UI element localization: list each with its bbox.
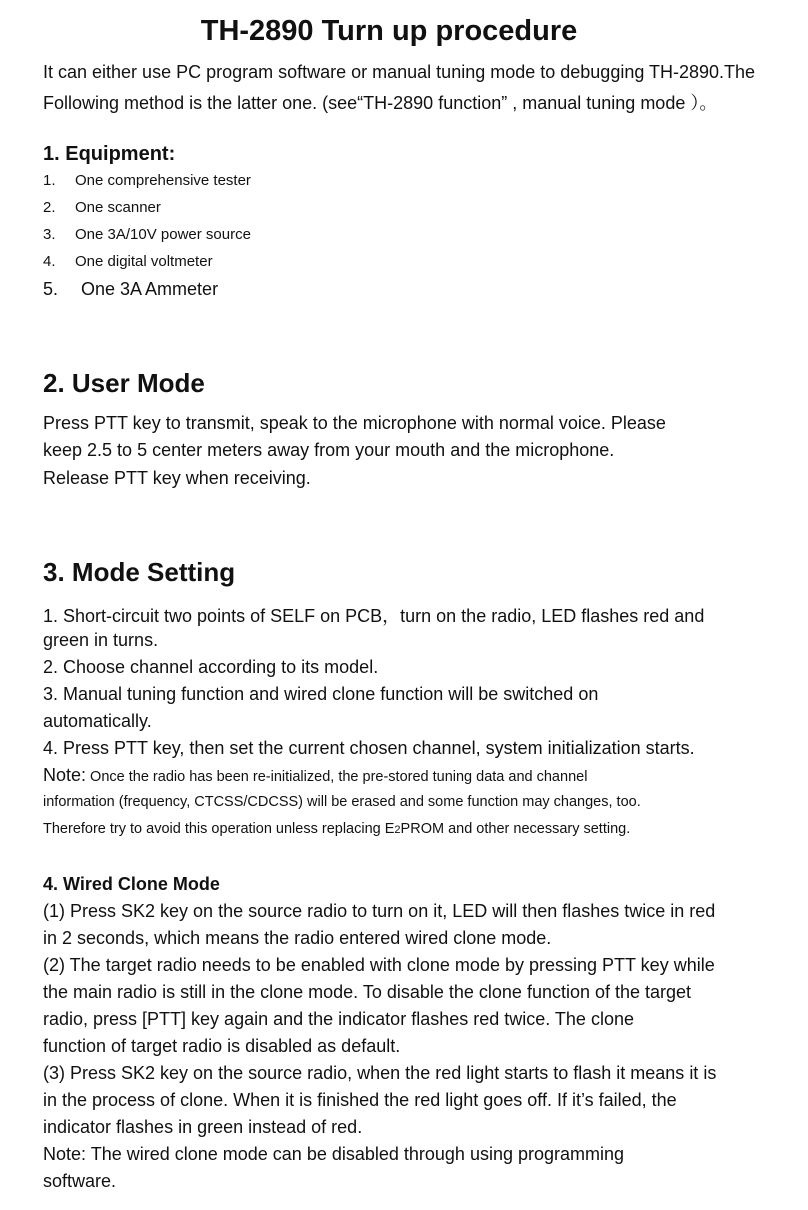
equipment-item-text: One comprehensive tester (75, 172, 251, 189)
equipment-heading: 1. Equipment: (43, 143, 176, 165)
wired-clone-line: (3) Press SK2 key on the source radio, when the red light starts to flash it means it is (43, 1063, 717, 1083)
user-mode-line: Release PTT key when receiving. (43, 468, 311, 488)
wired-clone-line: indicator flashes in green instead of red. (43, 1117, 363, 1137)
wired-clone-line: radio, press [PTT] key again and the indicator flashes red twice. The clone (43, 1009, 634, 1029)
equipment-item (43, 253, 213, 270)
user-mode-line: Press PTT key to transmit, speak to the microphone with normal voice. Please (43, 413, 666, 433)
mode-setting-note (43, 765, 587, 786)
page-title: TH-2890 Turn up procedure (200, 15, 578, 47)
equipment-item-number: 2. (43, 199, 56, 216)
equipment-item-text: One scanner (75, 199, 161, 216)
mode-setting-line: green in turns. (43, 630, 159, 650)
note-text: PROM and other necessary setting. (400, 821, 631, 837)
equipment-item-number: 1. (43, 172, 56, 189)
user-mode-line: keep 2.5 to 5 center meters away from your mouth and the microphone. (43, 440, 615, 460)
equipment-item-number: 3. (43, 226, 56, 243)
note-label: Note: (43, 765, 87, 785)
wired-clone-line: in 2 seconds, which means the radio entered wired clone mode. (43, 928, 552, 948)
mode-setting-heading: 3. Mode Setting (43, 557, 236, 587)
mode-setting-line: automatically. (43, 711, 152, 731)
wired-clone-line: the main radio is still in the clone mode. To disable the clone function of the target (43, 982, 692, 1002)
wired-clone-line: software. (43, 1171, 117, 1191)
intro-line-1: It can either use PC program software or manual tuning mode to debugging TH-2890.The (43, 62, 756, 82)
wired-clone-heading: 4. Wired Clone Mode (43, 874, 220, 894)
equipment-item-text: One digital voltmeter (75, 253, 213, 270)
equipment-item-number: 4. (43, 253, 56, 270)
wired-clone-line: in the process of clone. When it is finished the red light goes off. If it’s failed, the (43, 1090, 677, 1110)
mode-setting-note-line: information (frequency, CTCSS/CDCSS) will be erased and some function may changes, too. (43, 794, 641, 810)
equipment-item-text: One 3A/10V power source (75, 226, 251, 243)
intro-line-2: Following method is the latter one. (see“TH-2890 function” , manual tuning mode ）。 (43, 93, 718, 113)
equipment-item-number: 5. (43, 279, 59, 299)
equipment-item (43, 199, 161, 216)
user-mode-heading: 2. User Mode (43, 368, 205, 398)
note-subscript: 2 (394, 824, 401, 836)
wired-clone-line: (2) The target radio needs to be enabled with clone mode by pressing PTT key while (43, 955, 715, 975)
equipment-item (43, 172, 251, 189)
equipment-item-text: One 3A Ammeter (81, 279, 219, 299)
note-text: Once the radio has been re-initialized, the pre-stored tuning data and channel (86, 769, 588, 785)
mode-setting-line: 3. Manual tuning function and wired clone function will be switched on (43, 684, 599, 704)
mode-setting-line: 2. Choose channel according to its model. (43, 657, 379, 677)
wired-clone-line: (1) Press SK2 key on the source radio to turn on it, LED will then flashes twice in red (43, 901, 716, 921)
note-text: Therefore try to avoid this operation unless replacing E (43, 821, 395, 837)
mode-setting-line: 1. Short-circuit two points of SELF on PCB，turn on the radio, LED flashes red and (43, 606, 705, 626)
mode-setting-note-line (43, 821, 630, 837)
equipment-item (43, 279, 218, 300)
wired-clone-line: Note: The wired clone mode can be disabled through using programming (43, 1144, 625, 1164)
wired-clone-line: function of target radio is disabled as default. (43, 1036, 401, 1056)
mode-setting-line: 4. Press PTT key, then set the current chosen channel, system initialization starts. (43, 738, 695, 758)
equipment-item (43, 226, 251, 243)
